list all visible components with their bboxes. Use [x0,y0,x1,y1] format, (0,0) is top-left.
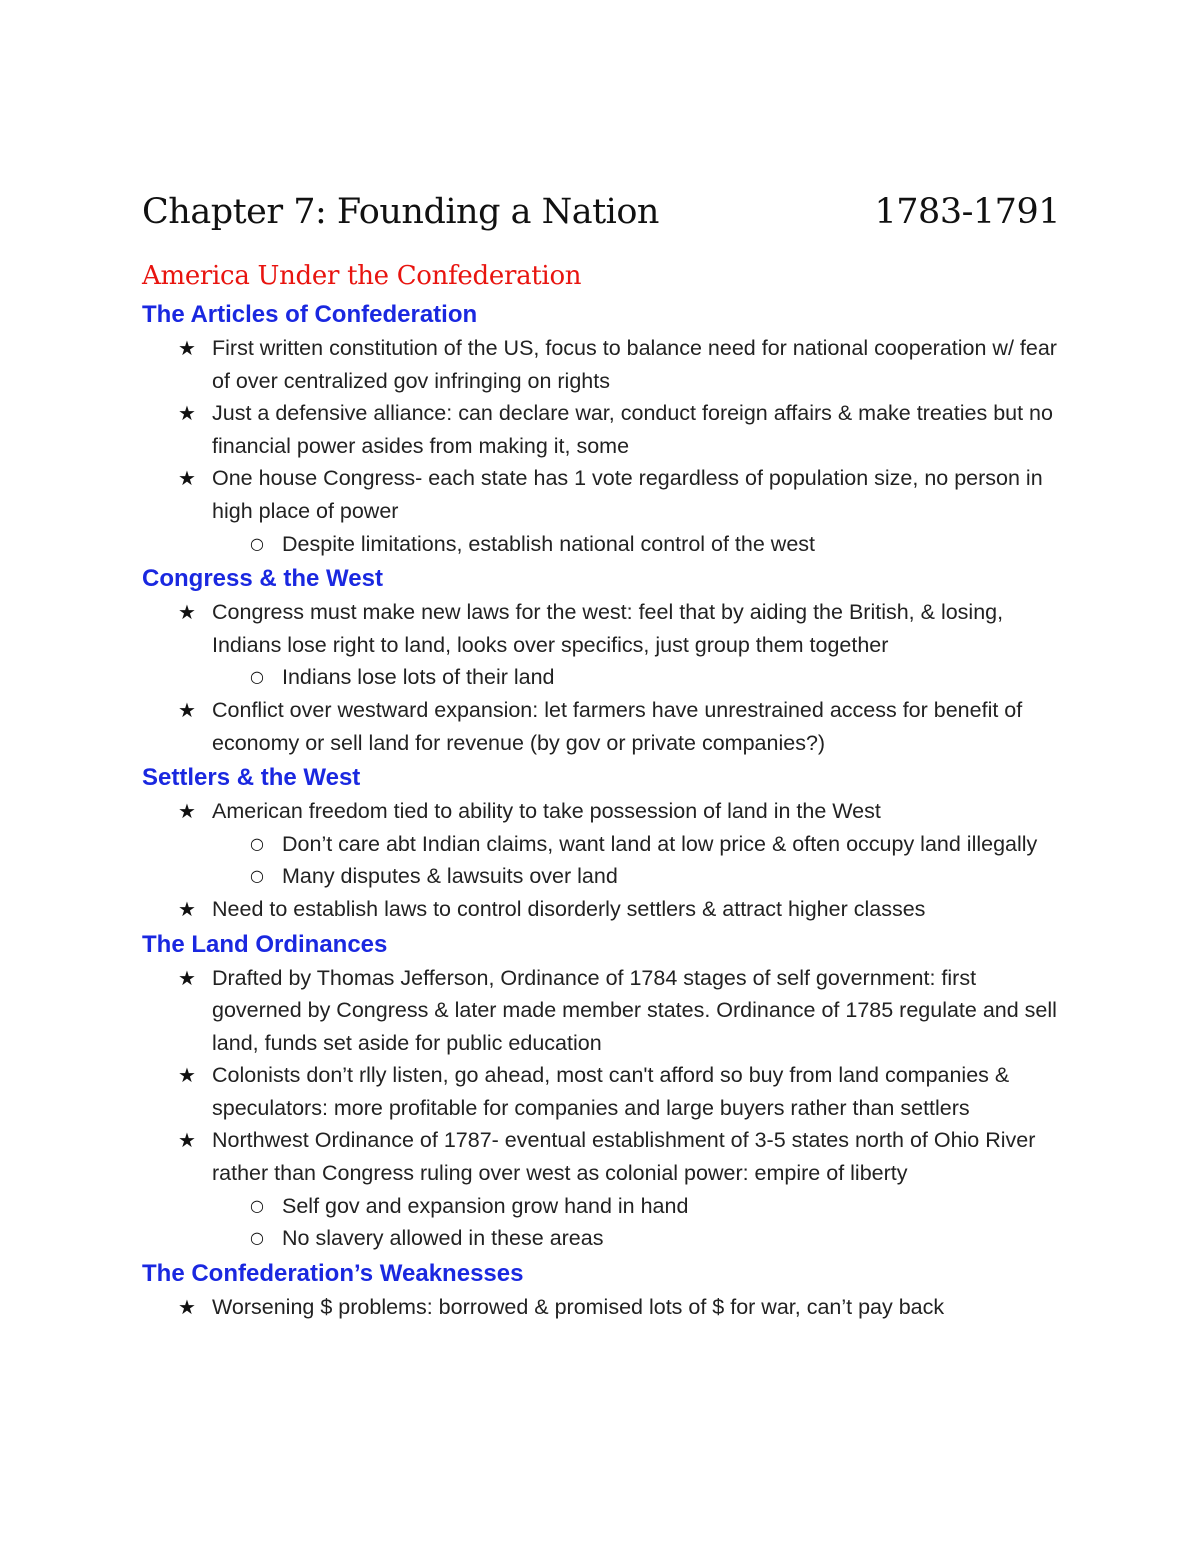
sub-bullet-list [212,661,1060,694]
bullet-list [142,596,1060,759]
circle-bullet-icon: ○ [250,866,264,886]
circle-bullet-icon: ○ [250,533,264,553]
bullet-list [142,332,1060,560]
star-bullet-icon: ★ [178,1128,196,1153]
star-bullet-icon: ★ [178,1294,196,1319]
star-bullet-icon: ★ [178,697,196,722]
list-item: ★ Conflict over westward expansion: let farmers have unrestrained access for benefit of economy or sell land for revenue (by gov or private companies?) [142,694,1060,759]
chapter-title: Chapter 7: Founding a Nation [142,192,659,232]
sub-bullet-list [212,828,1060,893]
star-bullet-icon: ★ [178,401,196,426]
subheading-congress-west: Congress & the West [142,565,383,593]
list-item: ★ One house Congress- each state has 1 vote regardless of population size, no person in high place of power ○ Despite limitations, establish national control of the west [142,462,1060,560]
star-bullet-icon: ★ [178,896,196,921]
list-item: ★ Colonists don’t rlly listen, go ahead, most can't afford so buy from land companies & speculators: more profitable for companies and large buyers rather than settlers [142,1059,1060,1124]
section-heading: America Under the Confederation [142,261,582,291]
subheading-land-ordinances: The Land Ordinances [142,930,388,958]
circle-bullet-icon: ○ [250,833,264,853]
sub-list-item: ○ Indians lose lots of their land [142,661,1060,694]
subheading-confederation-weaknesses: The Confederation’s Weaknesses [142,1259,524,1287]
sub-list-item: ○ Self gov and expansion grow hand in hand [142,1190,1060,1223]
star-bullet-icon: ★ [178,336,196,360]
list-item: ★ First written constitution of the US, focus to balance need for national cooperation w/ fear of over centralized gov infringing on rights [142,332,1060,397]
circle-bullet-icon: ○ [250,1195,264,1215]
list-item: ★ American freedom tied to ability to take possession of land in the West ○ Don’t care abt Indian claims, want land at low price & often occupy land illegally ○ Many disputes & lawsuits over land [142,795,1060,893]
list-item: ★ Worsening $ problems: borrowed & promised lots of $ for war, can’t pay back [142,1291,1060,1324]
subheading-settlers-west: Settlers & the West [142,764,361,792]
sub-list-item: ○ Many disputes & lawsuits over land [142,860,1060,893]
star-bullet-icon: ★ [178,965,196,990]
title-row [142,188,1060,236]
subheading-articles-of-confederation: The Articles of Confederation [142,301,478,328]
star-bullet-icon: ★ [178,466,196,491]
list-item: ★ Just a defensive alliance: can declare war, conduct foreign affairs & make treaties but no financial power asides from making it, some [142,397,1060,462]
sub-list-item: ○ Don’t care abt Indian claims, want land at low price & often occupy land illegally [142,828,1060,861]
sub-bullet-list [212,528,1060,561]
bullet-list [142,795,1060,925]
bullet-list [142,1291,1060,1324]
list-item: ★ Drafted by Thomas Jefferson, Ordinance of 1784 stages of self government: first governed by Congress & later made member states. Ordinance of 1785 regulate and sell land, funds set aside for public education [142,962,1060,1060]
list-item: ★ Northwest Ordinance of 1787- eventual establishment of 3-5 states north of Ohio River rather than Congress ruling over west as colonial power: empire of liberty ○ Self gov and expansion grow hand in hand ○ No slavery allowed in these areas [142,1124,1060,1254]
circle-bullet-icon: ○ [250,1228,264,1248]
sub-list-item: ○ No slavery allowed in these areas [142,1222,1060,1255]
star-bullet-icon: ★ [178,1063,196,1088]
date-range: 1783-1791 [874,192,1060,232]
star-bullet-icon: ★ [178,799,196,824]
list-item: ★ Need to establish laws to control disorderly settlers & attract higher classes [142,893,1060,926]
document-page [142,188,1060,1323]
bullet-list [142,962,1060,1255]
sub-bullet-list [212,1190,1060,1255]
sub-list-item: ○ Despite limitations, establish national control of the west [142,528,1060,561]
circle-bullet-icon: ○ [250,667,264,687]
star-bullet-icon: ★ [178,600,196,625]
list-item: ★ Congress must make new laws for the west: feel that by aiding the British, & losing, Indians lose right to land, looks over specifics, just group them together ○ Indians lose lots of their land [142,596,1060,694]
